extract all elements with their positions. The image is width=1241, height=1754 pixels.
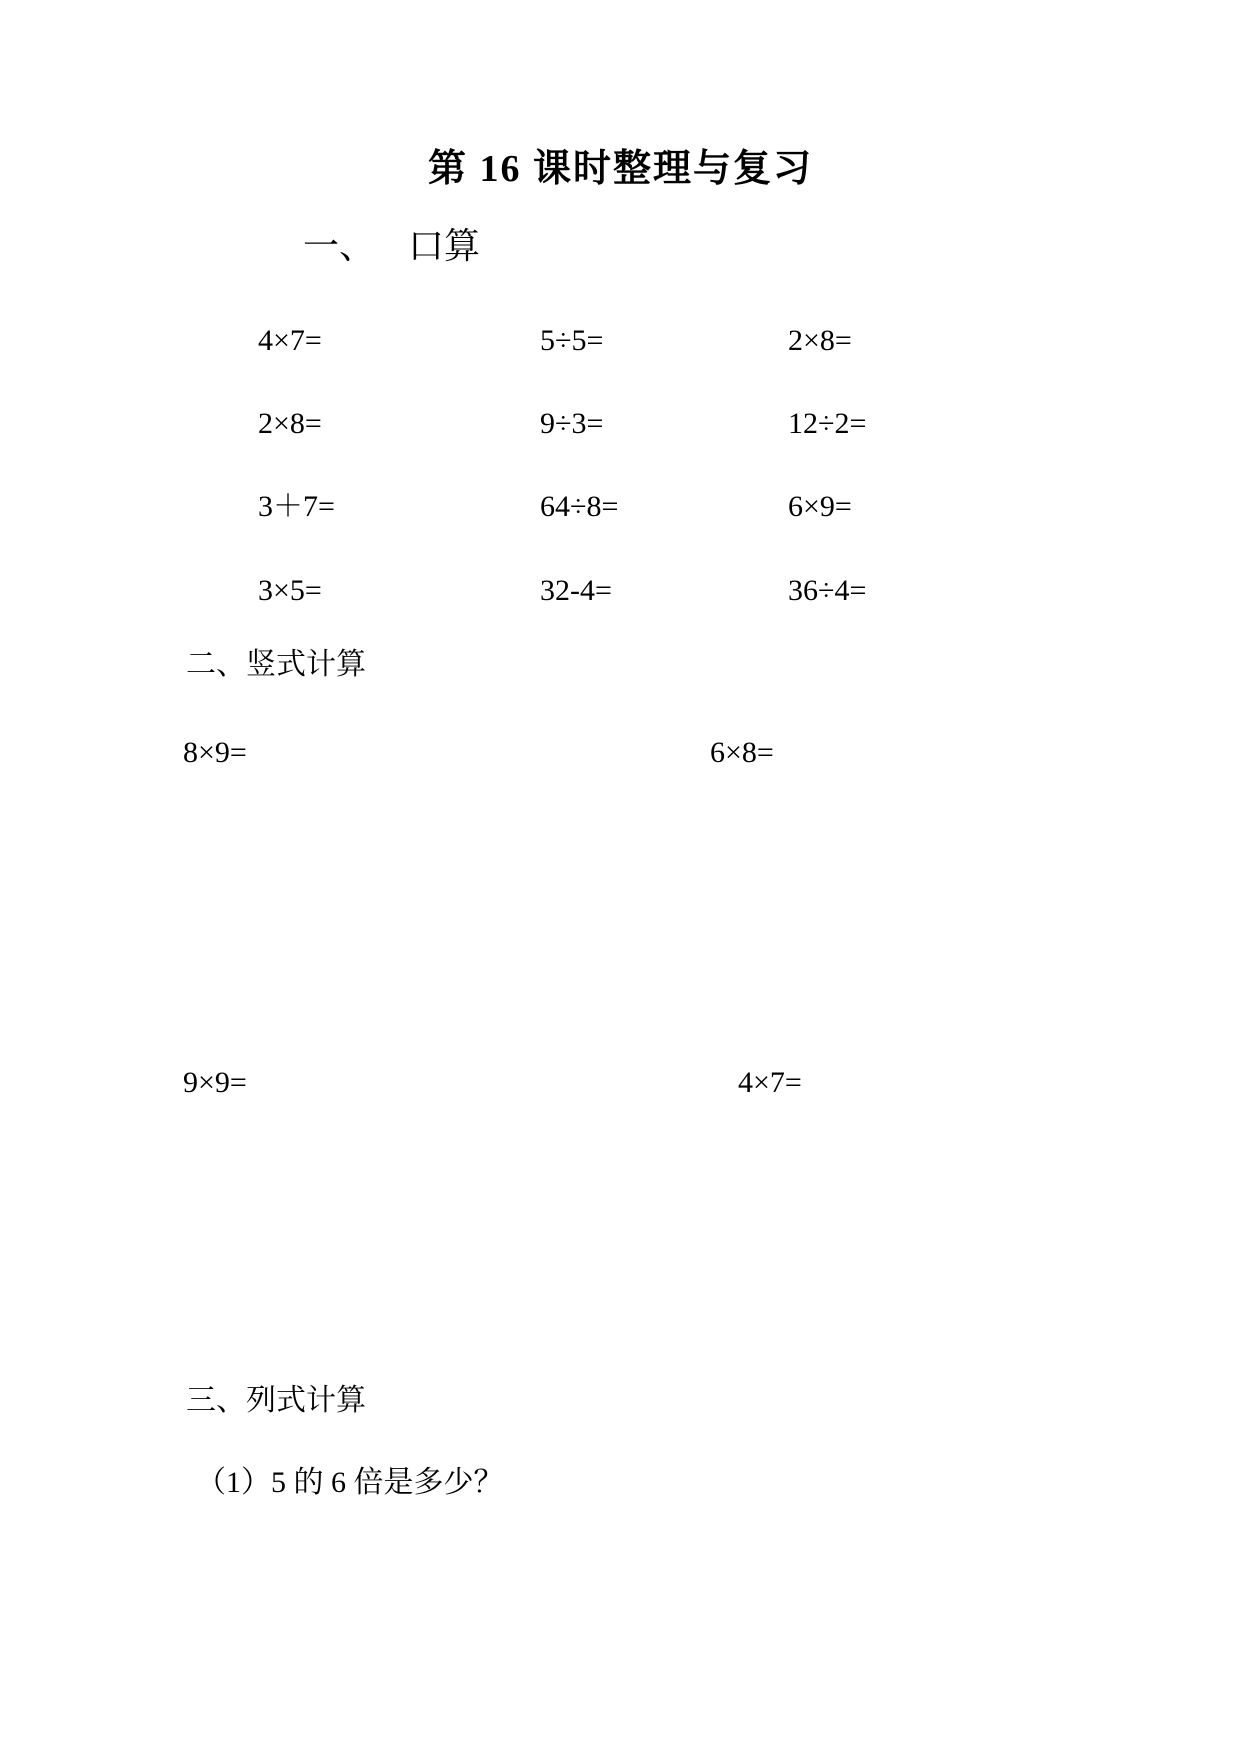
oral-problem-r1c1: 4×7= [258,324,322,357]
section-oral-number: 一、 [303,226,376,266]
oral-problem-r1c3: 2×8= [788,324,852,357]
oral-problem-r2c1: 2×8= [258,407,322,440]
oral-problem-r4c3: 36÷4= [788,574,867,607]
vertical-problem-r2c1: 9×9= [183,1066,247,1099]
oral-problem-r3c1: 3＋7= [258,490,335,523]
page-title: 第 16 课时整理与复习 [427,148,813,190]
expression-problem-1: （1）5 的 6 倍是多少？ [196,1466,504,1499]
oral-problem-r3c2: 64÷8= [540,490,619,523]
vertical-problem-r2c2: 4×7= [738,1066,802,1099]
oral-problem-r4c1: 3×5= [258,574,322,607]
vertical-problem-r1c2: 6×8= [710,736,774,769]
oral-problem-r1c2: 5÷5= [540,324,604,357]
oral-problem-r4c2: 32-4= [540,574,612,607]
oral-problem-r2c2: 9÷3= [540,407,604,440]
vertical-problem-r1c1: 8×9= [183,736,247,769]
section-vertical-heading: 二、竖式计算 [186,648,366,681]
section-oral-label: 口算 [408,226,481,266]
oral-problem-r3c3: 6×9= [788,490,852,523]
oral-problem-r2c3: 12÷2= [788,407,867,440]
section-expression-heading: 三、列式计算 [186,1384,366,1417]
